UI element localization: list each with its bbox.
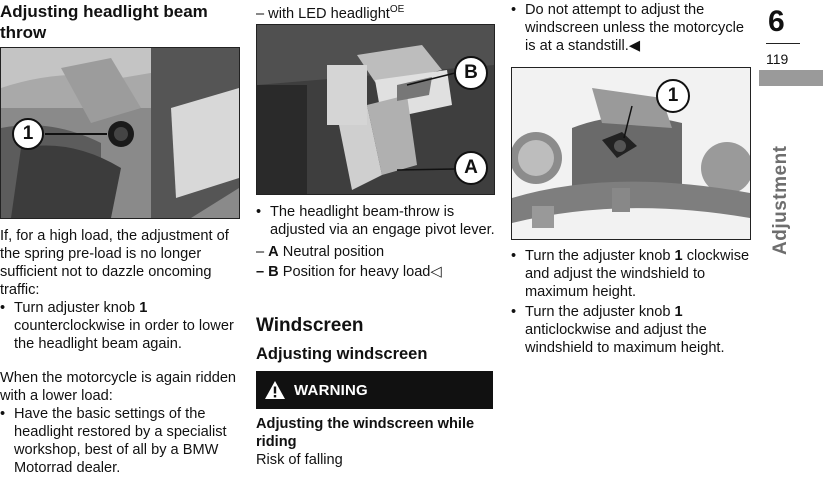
warning-content bbox=[256, 415, 496, 469]
bullet-text: counterclockwise in order to lower the headlight beam again. bbox=[14, 318, 234, 352]
led-caption-text: – with LED headlight bbox=[256, 5, 390, 22]
bullet-turn-anticlockwise bbox=[511, 303, 751, 357]
bullet-text: Do not attempt to adjust the windscreen unless the motorcycle is at a standstill. bbox=[525, 2, 745, 54]
dash-heavy-load: – B Position for heavy load◁ bbox=[256, 264, 442, 280]
letter-a: A bbox=[268, 244, 279, 260]
bullet-pivot-lever: • The headlight beam-throw is adjusted via an engage pivot lever. bbox=[256, 203, 496, 239]
warning-banner bbox=[256, 371, 493, 409]
photo-windscreen-knob bbox=[511, 67, 751, 240]
bullet-turn-clockwise bbox=[511, 247, 751, 301]
chapter-number: 6 bbox=[768, 5, 785, 38]
end-mark-icon: ◀ bbox=[628, 38, 641, 54]
knob-number: 1 bbox=[674, 248, 683, 264]
knob-number: 1 bbox=[139, 300, 148, 316]
lower-load-paragraph: When the motorcycle is again ridden with a lower load: bbox=[0, 370, 237, 404]
bullet-standstill bbox=[511, 1, 751, 55]
photo-callout-1: 1 bbox=[22, 123, 34, 144]
chapter-tab-band bbox=[759, 70, 823, 86]
end-mark-icon: ◁ bbox=[430, 264, 442, 280]
dash-text: Neutral position bbox=[278, 244, 385, 260]
column-2-text bbox=[256, 203, 496, 281]
chapter-section-label: Adjustment bbox=[770, 145, 791, 255]
warning-text: Risk of falling bbox=[256, 452, 343, 468]
bullet-text: Turn adjuster knob bbox=[14, 300, 140, 316]
knob-number: 1 bbox=[674, 304, 683, 320]
warning-label: WARNING bbox=[294, 381, 368, 399]
column-1-text bbox=[0, 227, 240, 477]
bullet-text: Turn the adjuster knob bbox=[525, 248, 675, 264]
column-3-text bbox=[511, 247, 751, 357]
windscreen-knob-illustration bbox=[512, 68, 750, 239]
oe-superscript: OE bbox=[389, 4, 405, 15]
photo-callout-b: B bbox=[464, 62, 478, 83]
warning-title: Adjusting the windscreen while riding bbox=[256, 416, 475, 450]
section-heading-windscreen: Windscreen bbox=[256, 315, 364, 336]
bullet-text: anticlockwise and adjust the windshield to maximum height. bbox=[525, 322, 725, 356]
dash-neutral-position: – A Neutral position bbox=[256, 244, 385, 260]
page-number: 119 bbox=[766, 51, 789, 67]
bullet-text: clockwise and adjust the windshield to maximum height. bbox=[525, 248, 750, 300]
led-headlight-caption bbox=[256, 1, 404, 23]
photo-pivot-lever bbox=[256, 24, 495, 195]
chapter-divider bbox=[766, 43, 800, 44]
bullet-turn-counterclockwise bbox=[0, 299, 240, 353]
photo-callout-a: A bbox=[464, 157, 478, 178]
dash-text: Position for heavy load bbox=[278, 264, 431, 280]
subheading-adjusting-windscreen: Adjusting windscreen bbox=[256, 345, 428, 363]
intro-paragraph: If, for a high load, the adjustment of the spring pre-load is no longer sufficient not to dazzle oncoming traffic: bbox=[0, 228, 229, 298]
letter-b: B bbox=[268, 264, 279, 280]
bullet-workshop: • Have the basic settings of the headlight restored by a specialist workshop, best of all by a BMW Motorrad dealer. bbox=[0, 405, 240, 477]
warning-triangle-icon bbox=[264, 380, 286, 400]
photo-callout-1: 1 bbox=[667, 85, 679, 106]
bullet-text: Turn the adjuster knob bbox=[525, 304, 675, 320]
section-heading-headlight: Adjusting headlight beam throw bbox=[0, 2, 208, 42]
photo-headlight-knob bbox=[0, 47, 240, 219]
column-3-top-text bbox=[511, 1, 751, 55]
